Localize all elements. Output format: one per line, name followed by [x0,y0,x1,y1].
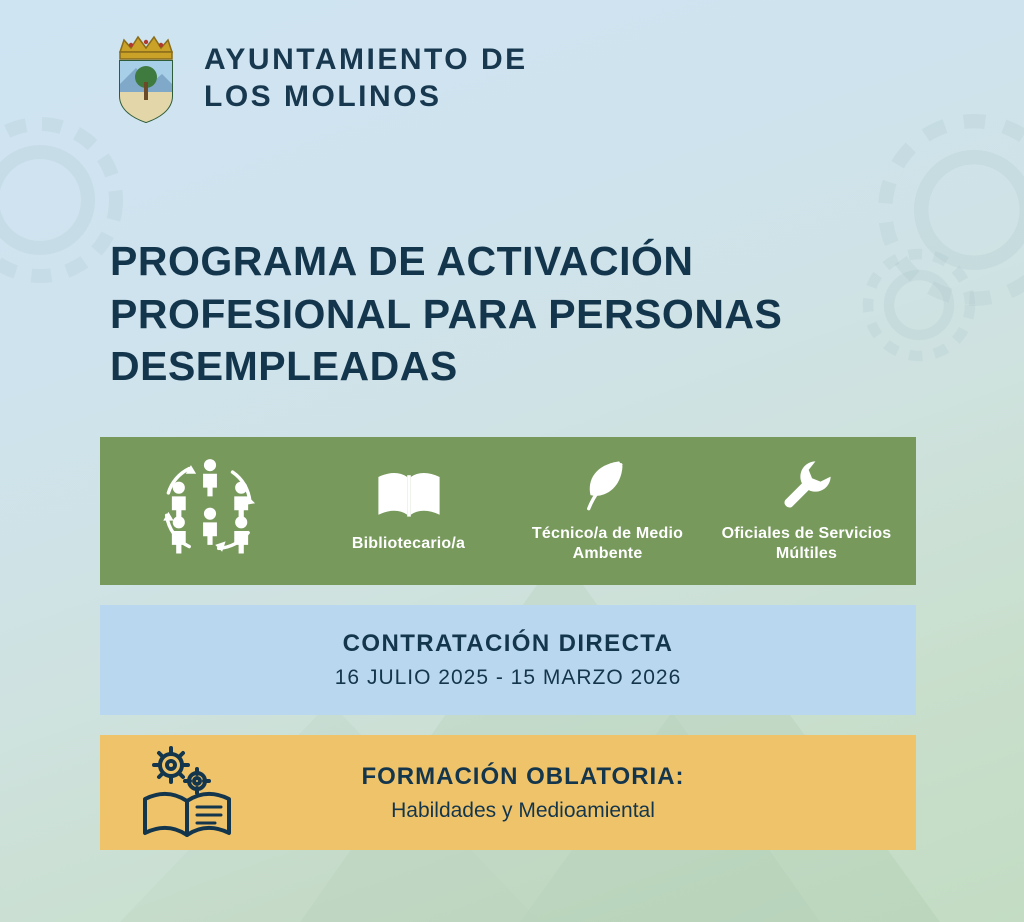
coat-of-arms-icon [110,32,182,124]
role-item [110,453,309,569]
wrench-icon [780,458,834,512]
training-subtitle: Habildades y Medioamiental [391,798,655,822]
role-label: Bibliotecario/a [351,535,466,552]
role-item [508,458,707,564]
training-title: FORMACIÓN OBLATORIA: [361,762,685,790]
organization-name [204,41,528,116]
page-title: PROGRAMA DE ACTIVACIÓN PROFESIONAL PARA PERSONAS DESEMPLEADAS [110,238,783,390]
role-label: Oficiales de Servicios Múltiles [721,525,892,562]
contract-dates: 16 JULIO 2025 - 15 MARZO 2026 [334,666,682,689]
role-item [309,468,508,554]
roles-band [100,437,916,585]
contract-title: CONTRATACIÓN DIRECTA [342,630,674,657]
training-text [280,763,916,823]
contract-band [100,605,916,715]
people-cycle-icon [158,453,262,557]
header [110,32,528,124]
org-line-2: LOS MOLINOS [204,80,442,113]
book-and-gears-icon [100,743,280,843]
open-book-icon [373,468,445,522]
role-label: Técnico/a de Medio Ambente [531,525,684,562]
training-band [100,735,916,850]
org-line-1: AYUNTAMIENTO DE [204,42,528,76]
leaf-icon [582,458,633,512]
role-item [707,458,906,564]
